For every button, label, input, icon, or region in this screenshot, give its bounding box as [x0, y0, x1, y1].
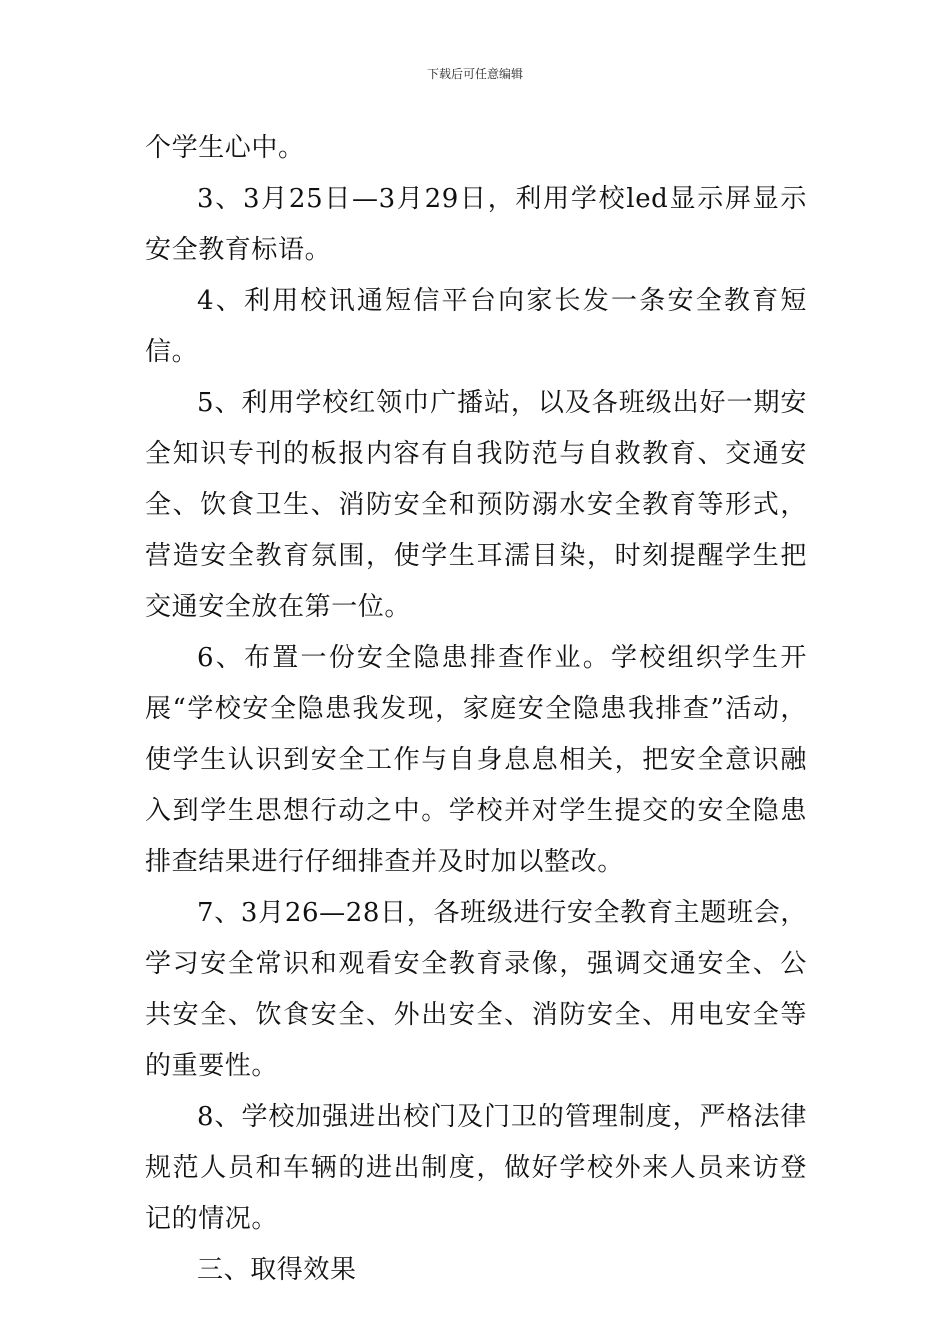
paragraph-continuation: 个学生心中。: [145, 133, 305, 163]
paragraph-item-4: 4、利用校讯通短信平台向家长发一条安全教育短信。: [145, 286, 807, 367]
document-body: [145, 123, 807, 1296]
section-heading-results: 三、取得效果: [197, 1255, 357, 1285]
paragraph-item-3: 3、3月25日—3月29日，利用学校led显示屏显示安全教育标语。: [145, 184, 807, 265]
page-header: 下载后可任意编辑: [426, 67, 523, 81]
paragraph-item-5: 5、利用学校红领巾广播站，以及各班级出好一期安全知识专刊的板报内容有自我防范与自救教育、交通安全、饮食卫生、消防安全和预防溺水安全教育等形式，营造安全教育氛围，使学生耳濡目染，时刻提醒学生把交通安全放在第一位。: [145, 388, 807, 622]
paragraph-item-8: 8、学校加强进出校门及门卫的管理制度，严格法律规范人员和车辆的进出制度，做好学校外来人员来访登记的情况。: [145, 1102, 807, 1234]
paragraph-item-7: 7、3月26—28日，各班级进行安全教育主题班会，学习安全常识和观看安全教育录像，强调交通安全、公共安全、饮食安全、外出安全、消防安全、用电安全等的重要性。: [145, 898, 807, 1081]
paragraph-item-6: 6、布置一份安全隐患排查作业。学校组织学生开展“学校安全隐患我发现，家庭安全隐患我排查”活动，使学生认识到安全工作与自身息息相关，把安全意识融入到学生思想行动之中。学校并对学生提交的安全隐患排查结果进行仔细排查并及时加以整改。: [145, 643, 807, 877]
